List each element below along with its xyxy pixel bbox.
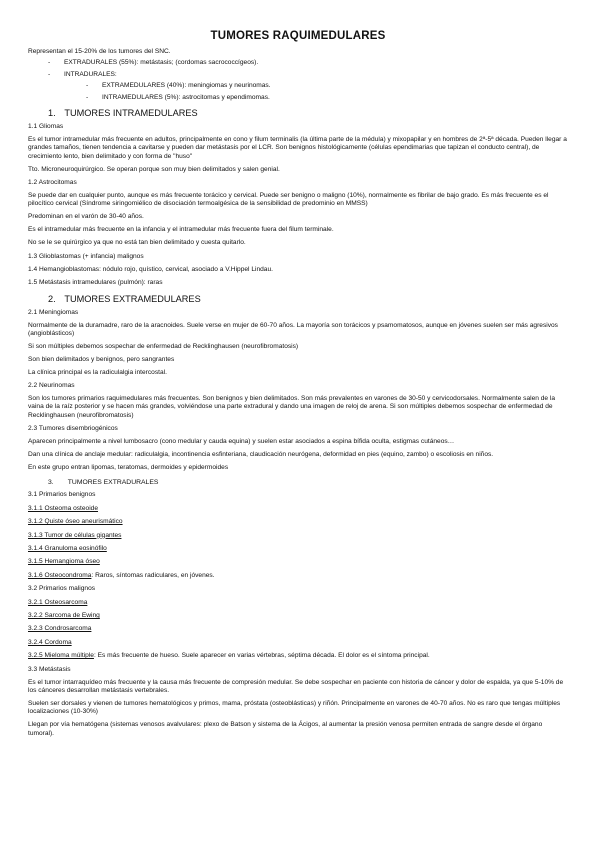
paragraph: Dan una clínica de anclaje medular: radiculalgia, incontinencia esfinteriana, claudicación neurógena, deformidad en pies (equino, zambo) o escoliosis en niños. [28, 451, 494, 459]
paragraph: En este grupo entran lipomas, teratomas, dermoides y epidermoides [28, 464, 229, 471]
section-heading-extramedulares: 2. TUMORES EXTRAMEDULARES [48, 293, 201, 304]
paragraph: No se le se quirúrgico ya que no está tan bien delimitado y cuesta quitarlo. [28, 239, 246, 247]
list-item: 3.1.1 Osteoma osteoide [28, 504, 99, 512]
paragraph: Es el tumor intarraquídeo más frecuente y la causa más frecuente de compresión medular. Se debe sospechar en paciente con historia de cáncer y dolor de espalda, ya que 5-10% de los cánceres desarrollan metástasis vertebrales. [28, 678, 564, 694]
subsection-heading: 3.3 Metástasis [28, 665, 71, 673]
dash-bullet: - [86, 82, 89, 90]
paragraph: Son bien delimitados y benignos, pero sangrantes [28, 355, 175, 363]
intro-text: Representan el 15-20% de los tumores del SNC. [28, 48, 171, 55]
paragraph: La clínica principal es la radiculalgia intercostal. [28, 368, 167, 376]
list-item-extradurales: - EXTRADURALES (55%): metástasis; (cordomas sacrococcígeos). [48, 59, 259, 67]
paragraph: Normalmente de la duramadre, raro de la aracnoides. Suele verse en mujer de 60-70 años. La mayoría son torácicos y psamomatosos, aunque en jóvenes suelen ser más agresivos (angioblásticos) [28, 321, 558, 338]
paragraph: Tto. Microneuroquirúrgico. Se operan porque son muy bien delimitados y salen genial. [28, 165, 280, 173]
paragraph: Aparecen principalmente a nivel lumbosacro (cono medular y cauda equina) y suelen estar asociados a espina bífida oculta, estigmas cutáneos… [28, 438, 455, 446]
subsection-heading: 1.2 Astrocitomas [28, 179, 77, 187]
document-title: TUMORES RAQUIMEDULARES [210, 30, 386, 42]
subsection-heading: 2.3 Tumores disembriogénicos [28, 425, 118, 433]
list-item: 3.2.5 Mieloma múltiple: Es más frecuente de hueso. Suele aparecer en varias vértebras, séptima década. El dolor es el síntoma principal. [28, 652, 430, 660]
paragraph: Suelen ser dorsales y vienen de tumores hematológicos y primos, mama, próstata (osteoblásticas) y riñón. Principalmente en varones de 40-70 años. No es raro que tengas múltiples localizaciones (10-30%) [28, 699, 561, 716]
list-item: 3.2.1 Osteosarcoma [28, 598, 88, 606]
subsection-heading: 2.2 Neurinomas [28, 382, 75, 390]
dash-bullet: - [86, 93, 89, 101]
subsection-heading: 3.2 Primarios malignos [28, 585, 96, 593]
list-item: 3.1.6 Osteocondroma: Raros, síntomas radiculares, en jóvenes. [28, 571, 215, 579]
list-item: 3.1.5 Hemangioma óseo [28, 558, 100, 566]
list-item-extramedulares: - EXTRAMEDULARES (40%): meningiomas y neurinomas. [86, 82, 271, 90]
subsection-heading: 1.1 Gliomas [28, 123, 64, 131]
list-item: 3.2.4 Cordoma [28, 638, 72, 646]
subsection-heading: 2.1 Meningiomas [28, 308, 79, 316]
subsection-heading: 1.3 Glioblastomas (+ infancia) malignos [28, 252, 144, 260]
dash-bullet: - [48, 59, 51, 67]
list-item: 3.2.2 Sarcoma de Ewing [28, 612, 100, 620]
paragraph: Es el tumor intramedular más frecuente en adultos, principalmente en cono y filum terminalis (la última parte de la médula) y mixopapilar y en hombres de 2ª-5ª década. Pueden llegar a grandes tamaños, tienen tendencia a cavitarse y pueden dar metástasis por el LCR. Son benignos histológicamente (células ependimarias que tapizan el conducto central), de crecimiento lento, bien delimitado y con forma de "huso" [28, 135, 567, 160]
subsection-heading: 1.5 Metástasis intramedulares (pulmón): raras [28, 279, 163, 287]
paragraph: Se puede dar en cualquier punto, aunque es más frecuente torácico y cervical. Puede ser benigno o maligno (10%), normalmente es fibrilar de bajo grado. Es más frecuente es el pilocítico cervical (Síndrome siringomiélico de disociación termoalgésica de la sensibilidad de predominio en MMSS) [28, 191, 549, 208]
subsection-heading: 3.1 Primarios benignos [28, 491, 96, 499]
paragraph: Son los tumores primarios raquimedulares más frecuentes. Son benignos y bien delimitados. Son más prevalentes en varones de 30-50 y cervicodorsales. Normalmente salen de la vaina de la raíz posterior y se hacen más grandes, volviéndose una parte extradural y dando una imagen de reloj de arena. Si son múltiples debemos sospechar de enfermedad de Recklinghausen (neurofibromatosis) [28, 395, 556, 419]
list-item: 3.1.4 Granuloma eosinófilo [28, 545, 107, 553]
section-heading-extradurales: 3. TUMORES EXTRADURALES [48, 479, 159, 487]
list-item: 3.2.3 Condrosarcoma [28, 625, 92, 633]
paragraph: Predominan en el varón de 30-40 años. [28, 213, 144, 221]
paragraph: Llegan por vía hematógena (sistemas venosos avalvulares: plexo de Batson y sistema de la Ácigos, al aumentar la presión venosa permiten entrada de sangre desde el órgano tumoral). [28, 721, 543, 737]
section-heading-intramedulares: 1. TUMORES INTRAMEDULARES [48, 108, 198, 119]
paragraph: Es el intramedular más frecuente en la infancia y el intramedular más frecuente fuera del filum terminale. [28, 226, 334, 234]
dash-bullet: - [48, 70, 51, 78]
subsection-heading: 1.4 Hemangioblastomas: nódulo rojo, quístico, cervical, asociado a V.Hippel Lindau. [28, 265, 273, 273]
list-item-intradurales: - INTRADURALES: [48, 70, 117, 78]
paragraph: Si son múltiples debemos sospechar de enfermedad de Recklinghausen (neurofibromatosis) [28, 342, 299, 350]
list-item: 3.1.2 Quiste óseo aneurismático [28, 518, 123, 526]
list-item: 3.1.3 Tumor de células gigantes [28, 531, 122, 539]
list-item-intramedulares: - INTRAMEDULARES (5%): astrocitomas y ependimomas. [86, 93, 270, 101]
